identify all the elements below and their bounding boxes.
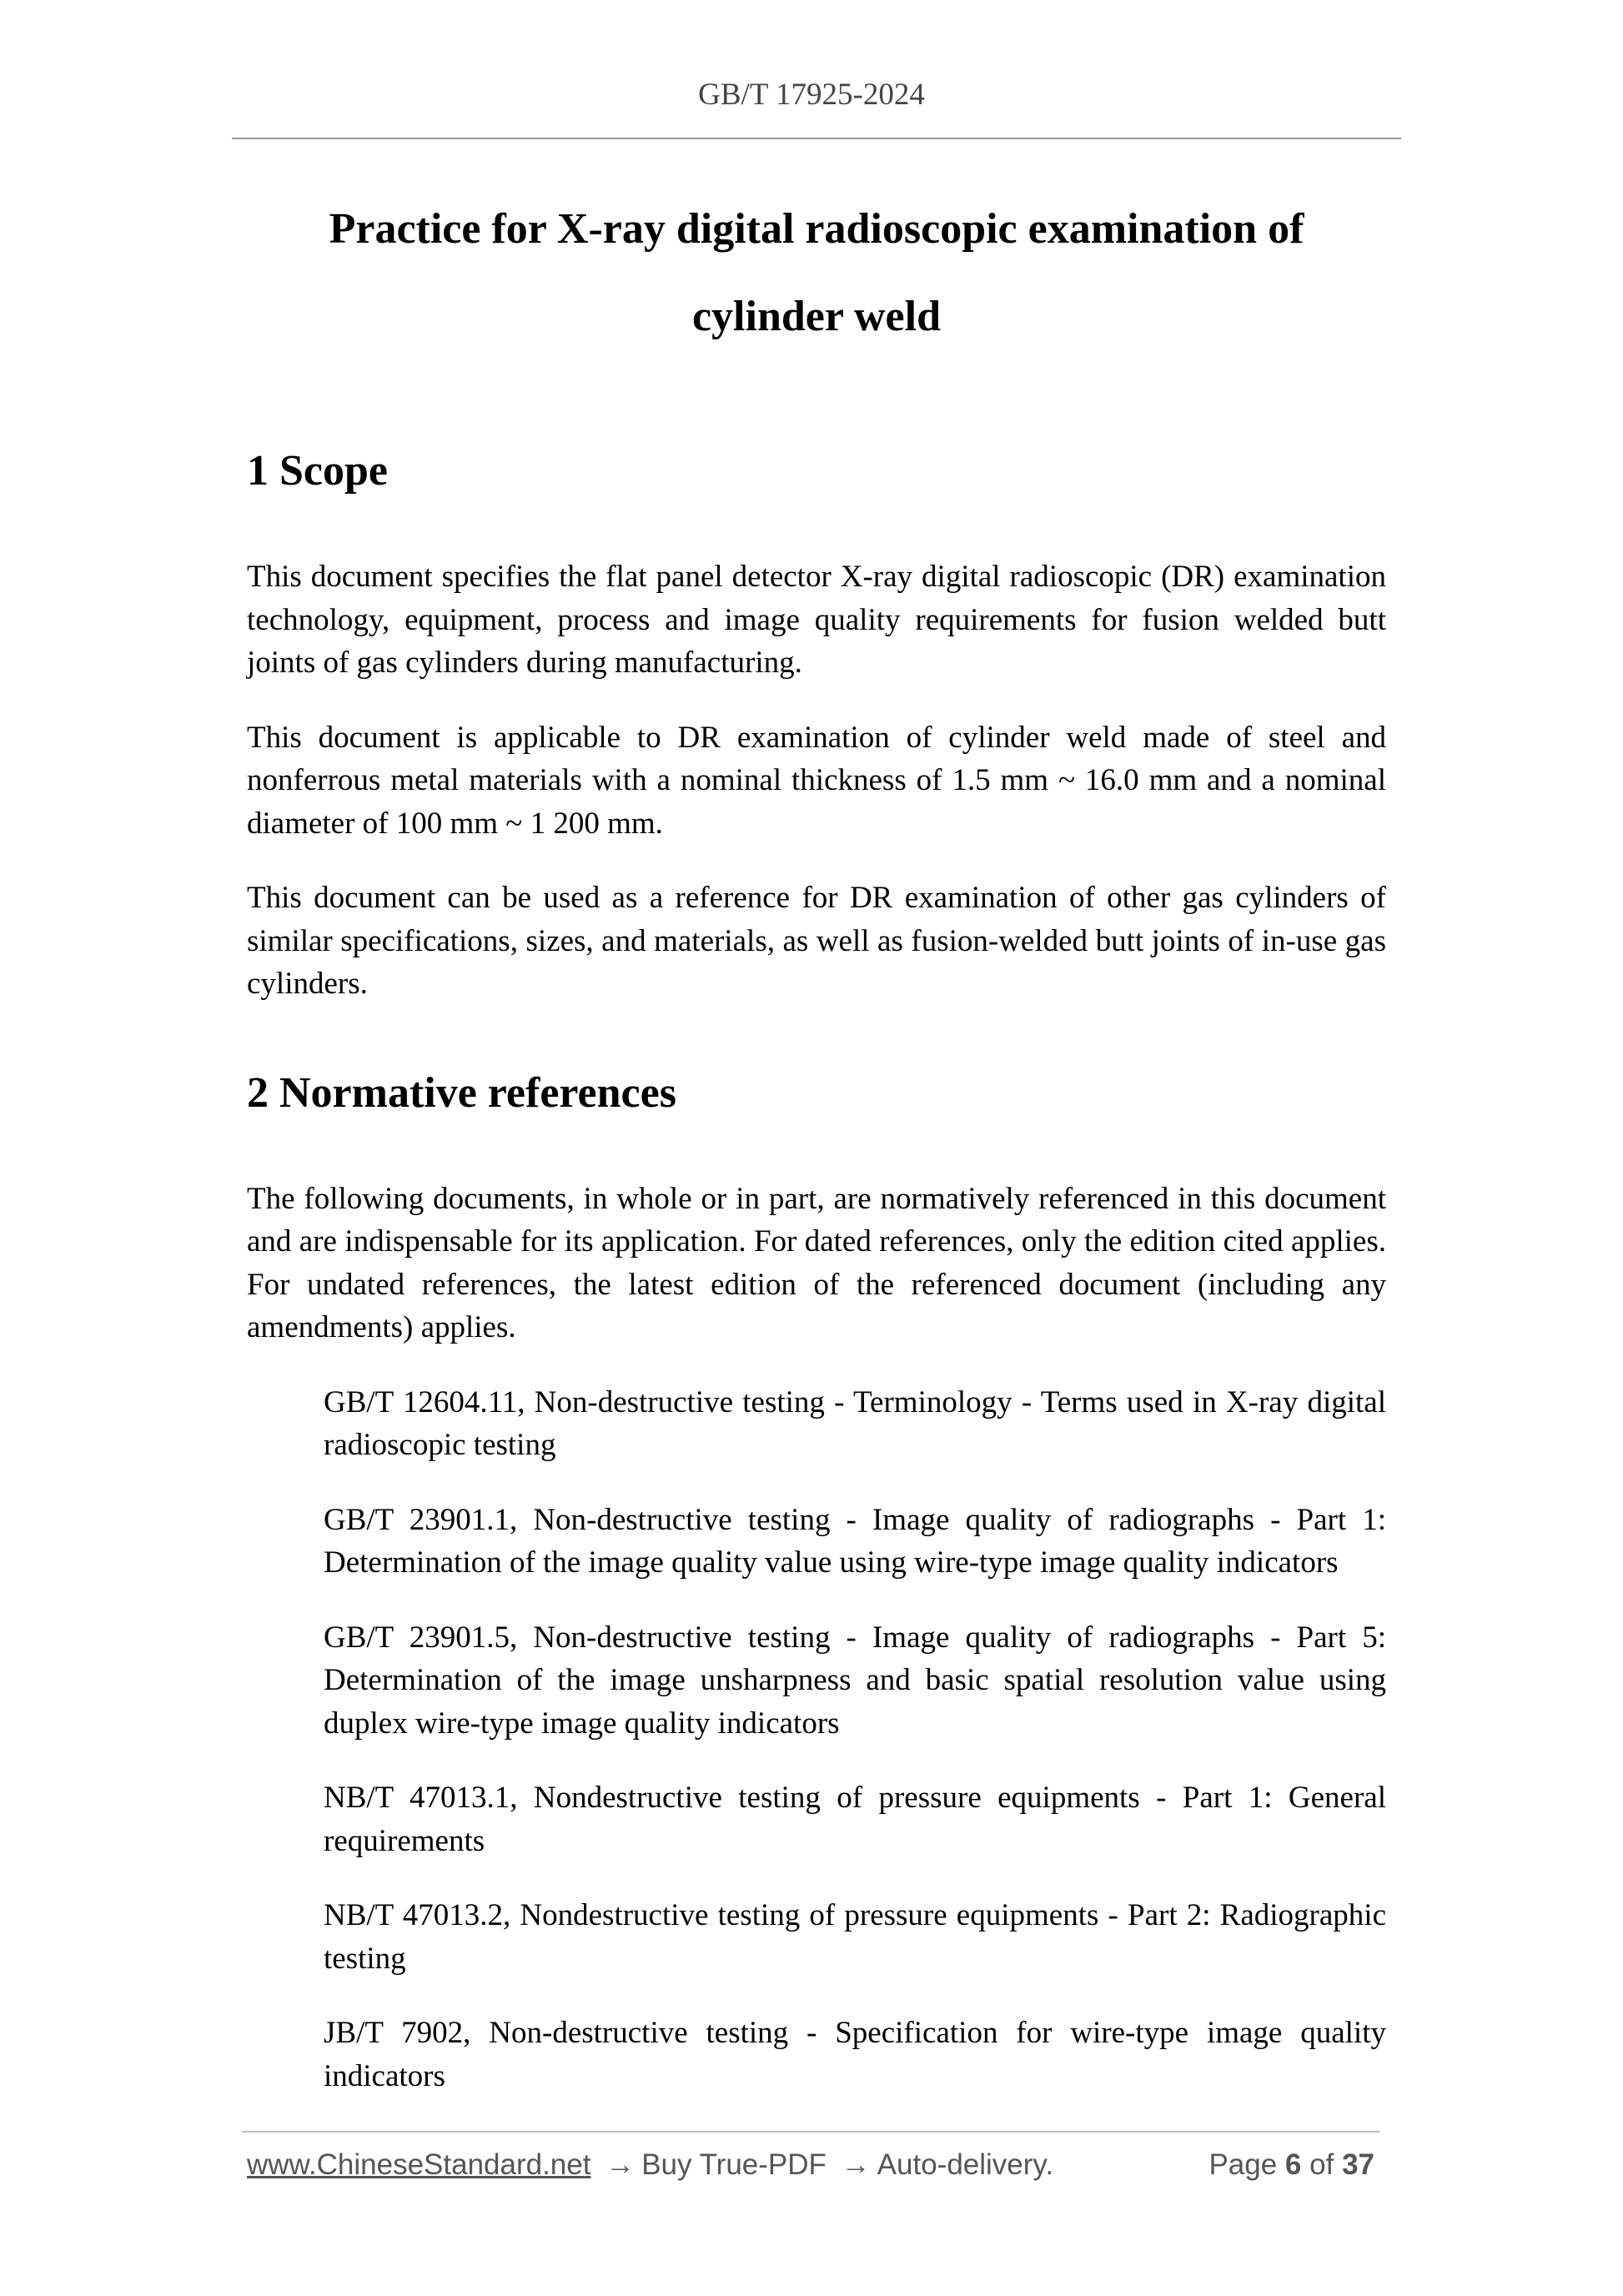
site-link[interactable]: www.ChineseStandard.net: [247, 2148, 591, 2181]
page-of-label: of: [1309, 2148, 1334, 2181]
document-body: [247, 434, 1386, 2129]
reference-item: JB/T 7902, Non-destructive testing - Specification for wire-type image quality indicators: [324, 2016, 1386, 2093]
page-footer: [247, 2148, 1374, 2182]
title-line-1: Practice for X-ray digital radioscopic examination of: [329, 205, 1304, 253]
page-label: Page: [1208, 2148, 1278, 2181]
arrow-right-icon: →: [841, 2148, 871, 2181]
reference-item: NB/T 47013.1, Nondestructive testing of pressure equipments - Part 1: General requirements: [324, 1781, 1386, 1858]
section-spacer: [247, 1037, 1386, 1056]
reference-item: GB/T 23901.1, Non-destructive testing - Image quality of radiographs - Part 1: Determination of the image quality value using wire-type image quality indicators: [324, 1502, 1386, 1580]
section-heading-normative-references: 2 Normative references: [247, 1068, 676, 1117]
page-counter: [1208, 2148, 1374, 2182]
normative-intro-paragraph: The following documents, in whole or in part, are normatively referenced in this document and are indispensable for its application. For dated references, only the edition cited applies. For undated references, the latest edition of the referenced document (including any amendments) applies.: [247, 1181, 1386, 1344]
title-line-2: cylinder weld: [691, 293, 942, 340]
document-title: [232, 185, 1401, 360]
reference-item: GB/T 12604.11, Non-destructive testing - Terminology - Terms used in X-ray digital radioscopic testing: [324, 1384, 1386, 1462]
scope-paragraph: This document can be used as a reference for DR examination of other gas cylinders of similar specifications, sizes, and materials, as well as fusion-welded butt joints of in-use gas cylinders.: [247, 881, 1386, 1001]
arrow-right-icon: →: [605, 2148, 636, 2181]
scope-paragraph: This document specifies the flat panel detector X-ray digital radioscopic (DR) examination technology, equipment, process and image quality requirements for fusion welded butt joints of gas cylinders during manufacturing.: [247, 560, 1386, 680]
reference-item: NB/T 47013.2, Nondestructive testing of pressure equipments - Part 2: Radiographic testing: [324, 1898, 1386, 1976]
page-total: 37: [1342, 2148, 1374, 2181]
reference-item: GB/T 23901.5, Non-destructive testing - Image quality of radiographs - Part 5: Determination of the image unsharpness and basic spatial resolution value using duplex wire-type image quality indicators: [324, 1620, 1386, 1741]
header-doc-code: GB/T 17925-2024: [698, 78, 925, 112]
header-divider: [232, 138, 1401, 139]
buy-true-pdf-text: Buy True-PDF: [641, 2148, 827, 2181]
footer-promo: [247, 2148, 1053, 2182]
scope-paragraph: This document is applicable to DR examination of cylinder weld made of steel and nonferrous metal materials with a nominal thickness of 1.5 mm ~ 16.0 mm and a nominal diameter of 100 mm ~ 1 200 mm.: [247, 720, 1386, 841]
section-heading-scope: 1 Scope: [247, 447, 388, 495]
auto-delivery-text: Auto-delivery.: [877, 2148, 1054, 2181]
page-current: 6: [1284, 2148, 1302, 2181]
footer-divider: [242, 2131, 1379, 2133]
